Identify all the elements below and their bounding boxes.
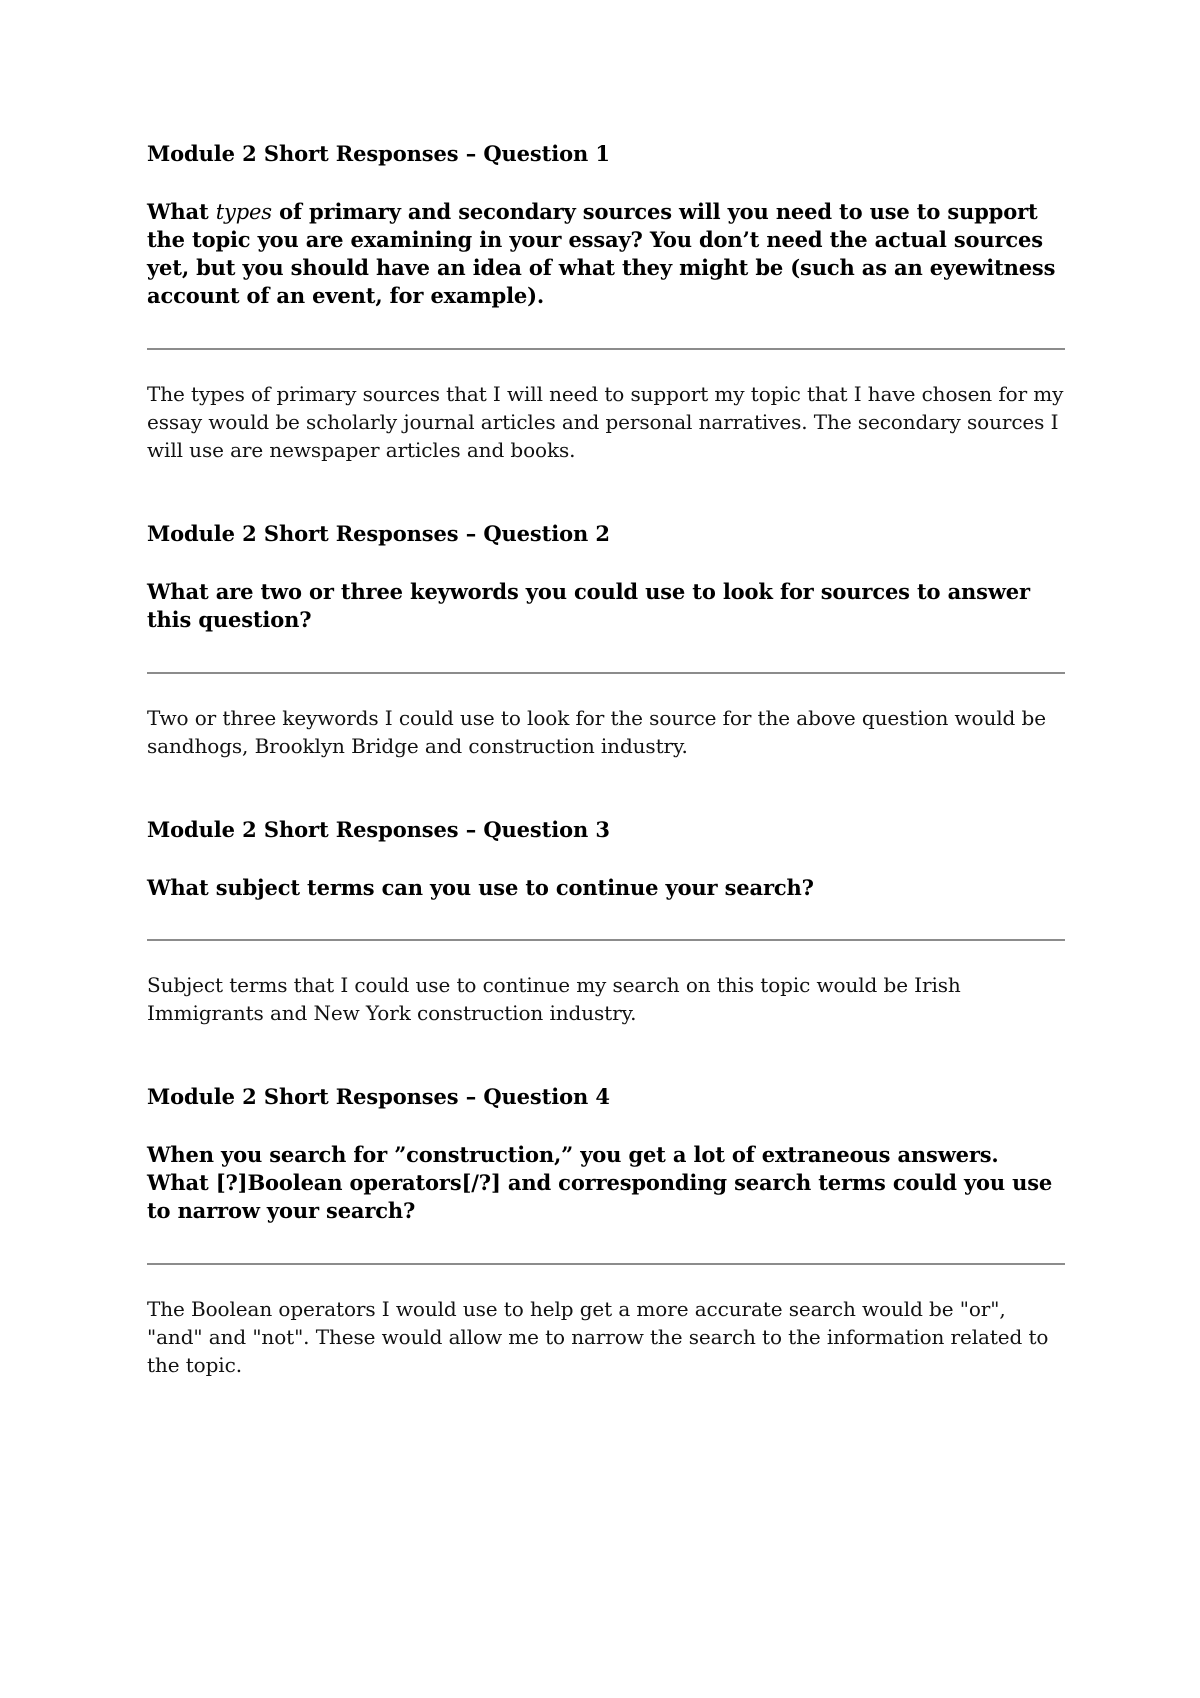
question-2-answer: Two or three keywords I could use to look for the source for the above question would be sandhogs, Brooklyn Bridge and construction industry. [147, 706, 1046, 758]
question-1-prompt-rest: of primary and secondary sources will you need to use to support the topic you are examining in your essay? You don’t need the actual sources yet, but you should have an idea of what they might be (such as an eyewitness account of an event, for example). [147, 199, 1056, 308]
question-1-prompt [147, 198, 1065, 310]
question-3-prompt: What subject terms can you use to continue your search? [147, 875, 814, 900]
question-4-prompt: When you search for ”construction,” you get a lot of extraneous answers. What [?]Boolean operators[/?] and corresponding search terms could you use to narrow your search? [147, 1142, 1053, 1223]
question-3-divider [147, 939, 1065, 941]
question-section-4 [147, 1083, 1065, 1379]
question-1-prompt-emphasis: types [215, 200, 272, 224]
question-4-answer: The Boolean operators I would use to help get a more accurate search would be "or", "and" and "not". These would allow me to narrow the search to the information related to the topic. [147, 1297, 1049, 1377]
question-1-divider [147, 348, 1065, 350]
question-3-title: Module 2 Short Responses – Question 3 [147, 817, 610, 842]
question-3-answer: Subject terms that I could use to continue my search on this topic would be Irish Immigrants and New York construction industry. [147, 973, 961, 1025]
question-section-1 [147, 140, 1065, 464]
question-2-divider [147, 672, 1065, 674]
question-section-2 [147, 520, 1065, 760]
question-1-prompt-start: What [147, 199, 216, 224]
question-2-title: Module 2 Short Responses – Question 2 [147, 521, 610, 546]
question-4-title: Module 2 Short Responses – Question 4 [147, 1084, 610, 1109]
document-page [147, 140, 1065, 1379]
question-1-answer: The types of primary sources that I will need to support my topic that I have chosen for my essay would be scholarly journal articles and personal narratives. The secondary sources I will use are newspaper articles and books. [147, 382, 1064, 462]
question-2-prompt: What are two or three keywords you could use to look for sources to answer this question? [147, 579, 1030, 632]
question-4-divider [147, 1263, 1065, 1265]
question-1-title: Module 2 Short Responses – Question 1 [147, 141, 610, 166]
question-section-3 [147, 816, 1065, 1027]
